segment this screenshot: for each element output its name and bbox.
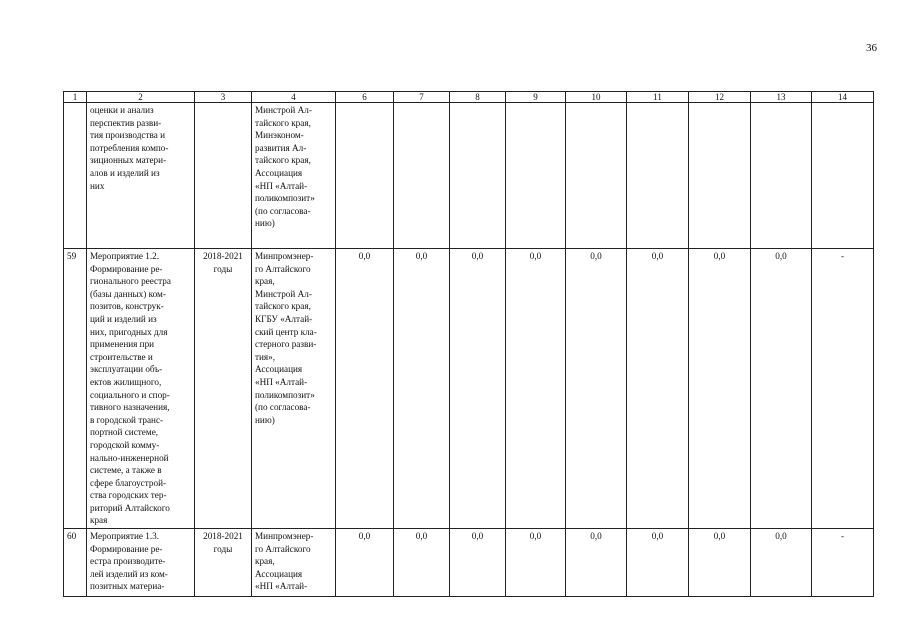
row-value: 0,0 (566, 529, 627, 597)
row-value: 0,0 (450, 529, 506, 597)
row-period: 2018-2021 годы (195, 529, 252, 597)
header-cell: 9 (506, 92, 566, 103)
row-value: 0,0 (394, 529, 450, 597)
row-last: - (812, 529, 874, 597)
row-value: 0,0 (566, 249, 627, 529)
row-description: оценки и анализ перспектив разви- тия производства и потребления компо- зиционных матери- алов и изделий из них (87, 103, 195, 249)
row-value: 0,0 (450, 249, 506, 529)
row-value: 0,0 (751, 249, 812, 529)
header-cell: 10 (566, 92, 627, 103)
header-cell: 14 (812, 92, 874, 103)
row-value: 0,0 (506, 529, 566, 597)
header-cell: 1 (64, 92, 87, 103)
row-number: 59 (64, 249, 87, 529)
row-period: 2018-2021 годы (195, 249, 252, 529)
row-period (195, 103, 252, 249)
row-value: 0,0 (689, 529, 751, 597)
header-cell: 13 (751, 92, 812, 103)
header-cell: 7 (394, 92, 450, 103)
header-cell: 2 (87, 92, 195, 103)
row-value: 0,0 (689, 249, 751, 529)
row-executors: Минпромэнер- го Алтайского края, Минстрой Ал- тайского края, КГБУ «Алтай- ский центр кла- стерного разви- тия», Ассоциация «НП «Алтай- поликомпозит» (по согласова- нию) (252, 249, 336, 529)
row-value (394, 103, 450, 249)
header-cell: 4 (252, 92, 336, 103)
row-number (64, 103, 87, 249)
row-value (627, 103, 689, 249)
row-description: Мероприятие 1.3. Формирование ре- естра производите- лей изделий из ком- позитных материа- (87, 529, 195, 597)
row-value (336, 103, 394, 249)
row-value: 0,0 (751, 529, 812, 597)
row-value: 0,0 (336, 529, 394, 597)
row-number: 60 (64, 529, 87, 597)
row-executors: Минпромэнер- го Алтайского края, Ассоциация «НП «Алтай- (252, 529, 336, 597)
header-cell: 12 (689, 92, 751, 103)
table-row (64, 249, 874, 529)
row-executors: Минстрой Ал- тайского края, Минэконом- развития Ал- тайского края, Ассоциация «НП «Алтай- поликомпозит» (по согласова- нию) (252, 103, 336, 249)
table-row (64, 529, 874, 597)
row-value: 0,0 (627, 249, 689, 529)
header-cell: 8 (450, 92, 506, 103)
row-value (566, 103, 627, 249)
row-value: 0,0 (506, 249, 566, 529)
row-value: 0,0 (627, 529, 689, 597)
header-cell: 11 (627, 92, 689, 103)
row-value: 0,0 (336, 249, 394, 529)
row-value (751, 103, 812, 249)
page-number: 36 (866, 42, 877, 54)
row-value: 0,0 (394, 249, 450, 529)
row-last (812, 103, 874, 249)
row-value (689, 103, 751, 249)
header-row (64, 92, 874, 103)
row-description: Мероприятие 1.2. Формирование ре- гионального реестра (базы данных) ком- позитов, конструк- ций и изделий из них, пригодных для применения при строительстве и эксплуатации объ- ектов жилищного, социального и спор- тивного назначения, в городской транс- портной системе, городской комму- нально-инженерной системе, а также в сфере благоустрой- ства городских тер- риторий Алтайского края (87, 249, 195, 529)
header-cell: 3 (195, 92, 252, 103)
row-last: - (812, 249, 874, 529)
row-value (506, 103, 566, 249)
data-table (63, 91, 874, 597)
table-row (64, 103, 874, 249)
header-cell: 6 (336, 92, 394, 103)
row-value (450, 103, 506, 249)
